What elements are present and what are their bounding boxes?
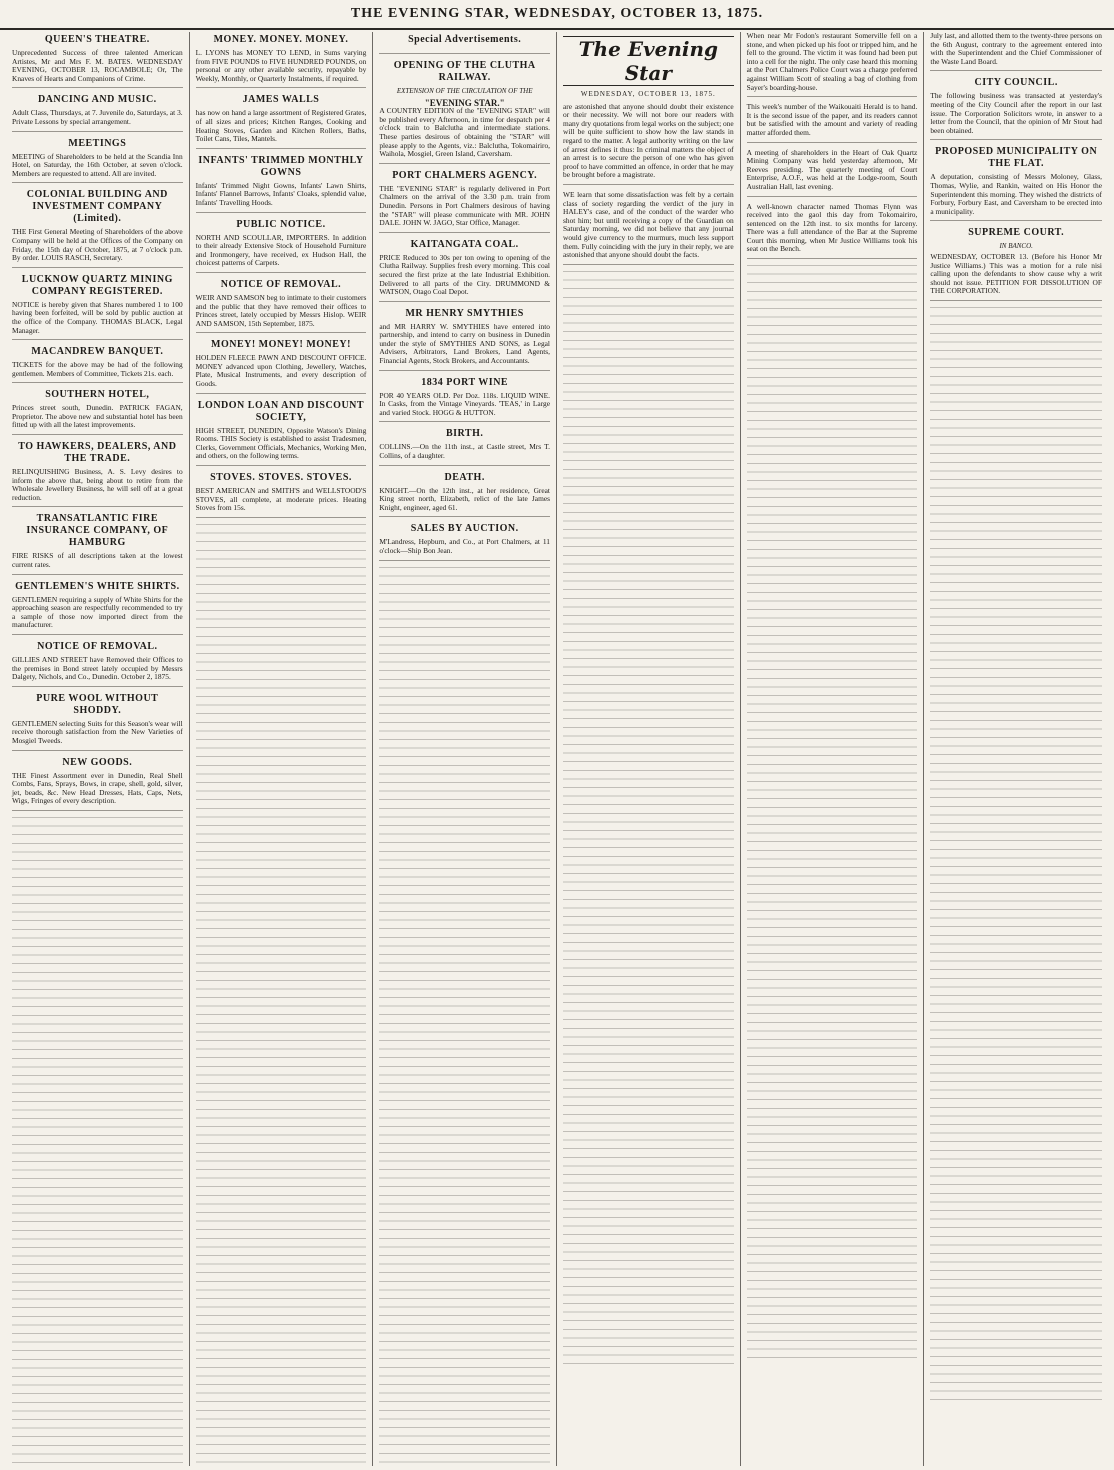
article [379,34,550,54]
article-body: THE Finest Assortment ever in Dunedin, Real Shell Combs, Fans, Sprays, Bows, in crape, shell, gold, silver, jet, beads, &c. New Head Dresses, Hats, Caps, Nets, Wigs, Fringes of every description. [12,770,183,806]
article-heading: OPENING OF THE CLUTHA RAILWAY. [393,60,536,83]
article-heading: GENTLEMEN'S WHITE SHIRTS. [15,580,180,592]
article [196,279,367,333]
article-body: BEST AMERICAN and SMITH'S and WELLSTOOD'S STOVES, all complete, at moderate prices. Heating Stoves from 15s. [195,486,367,513]
article [196,339,367,393]
article-heading: CITY COUNCIL. [974,77,1058,89]
article-heading: BIRTH. [445,428,484,440]
article [196,472,367,518]
article-body: Unprecedented Success of three talented American Artistes, Mr and Mrs F. M. BATES. WEDNESDAY EVENING, OCTOBER 13, ROCAMBOLE; Or, The Knaves of Hearts and Companions of Crime. [12,48,183,83]
article-body: NOTICE is hereby given that Shares numbered 1 to 100 having been forfeited, will be sold by public auction at the office of the Company. THOMAS BLACK, Legal Manager. [12,299,183,335]
article-body: M'Landress, Hepburn, and Co., at Port Chalmers, at 11 o'clock—Ship Bon Jean. [379,537,550,555]
article-sign: "EVENING STAR." [424,97,505,108]
article-heading: MONEY. MONEY. MONEY. [213,34,349,45]
article-body: and MR HARRY W. SMYTHIES have entered into partnership, and intend to carry on business in Dunedin under the style of SMYTHIES AND SONS, as Legal Advisers, Arbitrators, Land Brokers, Land Agents, Financial Agents, Stock Brokers, and Accountants. [379,321,550,366]
article-body: GENTLEMEN selecting Suits for this Season's wear will receive thorough satisfaction from the New Varieties of Mosgiel Tweeds. [12,718,183,745]
article-heading: KAITANGATA COAL. [410,238,519,250]
article-heading: SOUTHERN HOTEL, [45,389,150,401]
article-body: Adult Class, Thursdays, at 7. Juvenile do, Saturdays, at 3. Private Lessons by special arrangement. [12,108,183,126]
article-heading: DEATH. [444,471,485,483]
column-1 [6,32,190,1466]
column-text-lines [563,271,734,1371]
article-body: HOLDEN FLEECE PAWN AND DISCOUNT OFFICE. MONEY advanced upon Clothing, Jewellery, Watches, Plate, Musical Instruments, and every description of Goods. [195,353,367,389]
article [12,389,183,435]
article [196,400,367,466]
article-heading: NOTICE OF REMOVAL. [220,278,342,290]
article [12,189,183,267]
article-body: L. LYONS has MONEY TO LEND, in Sums varying from FIVE POUNDS to FIVE HUNDRED POUNDS, on personal or any other available security, repayable by Weekly, Monthly, or Quarterly Instalments, if required. [195,48,367,83]
article [196,219,367,273]
article-body: July last, and allotted them to the twenty-three persons on the 6th August, contrary to the agreement entered into with the Superintendent and the Chief Commissioner of the Waste Land Board. [930,32,1102,66]
article-heading: PURE WOOL WITHOUT SHODDY. [36,692,159,716]
article-heading: DANCING AND MUSIC. [37,94,157,106]
article-heading: PUBLIC NOTICE. [236,218,326,230]
article-heading: JAMES WALLS [242,94,320,106]
article [563,103,734,185]
article-heading: MR HENRY SMYTHIES [405,307,524,319]
article [12,441,183,507]
article [12,34,183,88]
column-text-lines [12,817,183,1466]
article-body: A COUNTRY EDITION of the "EVENING STAR" will be published every Afternoon, in time for despatch per 4 o'clock train to Balclutha and intermediate stations. These parties desirous of obtaining the "STAR" will please apply to the Agents, viz.: Balclutha, Tokomairiro, Waihola, Mosgiel, Green Island, Caversham. [379,106,550,159]
column-4 [557,32,741,1466]
article-body: are astonished that anyone should doubt their existence or their necessity. We will not bore our readers with many dry quotations from legal works on the subject; one will be quite sufficient to show how the law stands in regard to the matter. A legal authority writing on the law of arrest defines it thus: In criminal matters the object of an arrest is to secure the person of one who has given proof to have committed an offence, in order that he may be brought before a magistrate. [563,101,734,180]
article-body: NORTH AND SCOULLAR, IMPORTERS. In addition to their already Extensive Stock of Household Furniture and Ironmongery, have received, ex Hudson Hall, the choicest patterns of Carpets. [195,232,367,268]
article-body: PRICE Reduced to 30s per ton owing to opening of the Clutha Railway. Supplies fresh every morning. This coal secured the first prize at the late Industrial Exhibition. Delivered to all parts of the City. DRUMMOND & WATSON, Otago Coal Depot. [379,252,550,297]
column-text-lines [196,524,367,1466]
article-body: GENTLEMEN requiring a supply of White Shirts for the approaching season are respectfully recommended to try a sample of those now imported direct from the manufacturer. [12,594,183,630]
article [930,32,1102,71]
column-2 [190,32,374,1466]
article-body: RELINQUISHING Business, A. S. Levy desires to inform the above that, being about to retire from the Wholesale Jewellery Business, he will sell off at a great reduction. [12,467,183,502]
article-body: Princes street south, Dunedin. PATRICK FAGAN, Proprietor. The above new and substantial hotel has been fitted up with all the latest improvements. [12,403,183,430]
article [930,146,1102,221]
article-heading: SUPREME COURT. [968,227,1065,239]
article-heading: PROPOSED MUNICIPALITY ON THE FLAT. [935,146,1098,170]
article [12,513,183,574]
article-heading: NOTICE OF REMOVAL. [37,641,158,652]
article [12,581,183,635]
article-body: WEIR AND SAMSON beg to intimate to their customers and the public that they have removed their offices to Princes street, lately occupied by Messrs Hislop. WEIR AND SAMSON, 15th September, 1875. [195,292,367,328]
article-heading: INFANTS' TRIMMED MONTHLY GOWNS [198,154,364,178]
editorial-title: The Evening Star [563,36,734,86]
article-heading: Special Advertisements. [408,34,522,45]
article-body: THE "EVENING STAR" is regularly delivered in Port Chalmers on the arrival of the 3.30 p.m. train from Dunedin. Persons in Port Chalmers desirous of having the "STAR" will please communicate with MR. JOHN DALE. JOHN W. JAGO, Star Office, Manager. [379,183,550,228]
editorial-dateline: WEDNESDAY, OCTOBER 13, 1875. [580,90,716,98]
column-text-lines [379,567,550,1466]
article [379,428,550,465]
article [379,239,550,302]
article-body: HIGH STREET, DUNEDIN, Opposite Watson's Dining Rooms. THIS Society is established to assist Tradesmen, Clerks, Government Officials, Mechanics, Working Men, and others, on the following terms. [195,425,367,461]
column-5 [741,32,925,1466]
article [379,60,550,164]
article-heading: COLONIAL BUILDING AND INVESTMENT COMPANY (Limited). [26,189,168,225]
article [379,308,550,371]
article [196,34,367,88]
article-heading: LUCKNOW QUARTZ MINING COMPANY REGISTERED. [21,273,173,297]
article [12,346,183,383]
masthead: THE EVENING STAR, WEDNESDAY, OCTOBER 13, 1875. [0,0,1114,30]
article [747,32,918,97]
article-body: FIRE RISKS of all descriptions taken at the lowest current rates. [12,551,183,570]
article [196,155,367,213]
article-heading: QUEEN'S THEATRE. [44,34,150,45]
article [12,757,183,811]
column-6 [924,32,1108,1466]
article-body: A well-known character named Thomas Flynn was received into the gaol this day from Tokomairiro, sentenced on the 12th inst. to six months for larceny. There was a full attendance of the Bar at the Supreme Court this morning, when Mr Justice Williams took his seat on the Bench. [746,201,918,254]
article-body: GILLIES AND STREET have Removed their Offices to the premises in Bond street lately occupied by Messrs Dalgety, Nichols, and Co., Dunedin. October 2, 1875. [12,655,183,682]
article-heading: 1834 PORT WINE [421,376,509,388]
article-heading: MACANDREW BANQUET. [31,346,164,358]
article [379,523,550,560]
article-heading: NEW GOODS. [62,756,133,768]
article-heading: LONDON LOAN AND DISCOUNT SOCIETY, [197,399,365,423]
article-body: WE learn that some dissatisfaction was felt by a certain class of society regarding the verdict of the jury in HALEY's case, and of the conduct of the warder who shot him; but until receiving a copy of the Guardian on Saturday morning, we did not believe that any journal would give currency to the murmurs, much less support them. Fully coinciding with the jury in their reply, we are astonished that anyone should doubt the facts. [563,189,734,260]
columns-container [6,32,1108,1466]
article-body: POR 40 YEARS OLD. Per Doz. 118s. LIQUID WINE. In Casks, from the Vintage Vineyards. 'TEAS,' in Large and varied Stock. HOGG & HUTTON. [379,390,550,417]
article [747,149,918,197]
article [12,138,183,184]
article-heading: SALES BY AUCTION. [410,523,519,535]
article-subheading: IN BANCO. [999,242,1033,251]
article [379,472,550,518]
article-body: A deputation, consisting of Messrs Moloney, Glass, Thomas, Wylie, and Rankin, waited on His Honor the Superintendent this morning. They wished the districts of Forbury, Forbury East, and Caversham to be erected into a municipality. [930,172,1102,216]
article-body: MEETING of Shareholders to be held at the Scandia Inn Hotel, on Saturday, the 16th October, at seven o'clock. Members are requested to attend. All are invited. [12,151,183,178]
article-body: KNIGHT.—On the 12th inst., at her residence, Great King street north, Elizabeth, relict of the late James Knight, engineer, aged 61. [379,485,550,512]
article [12,94,183,131]
article-body: Infants' Trimmed Night Gowns, Infants' Lawn Shirts, Infants' Flannel Barrows, Infants' Cloaks, splendid value, Infants' Travelling Hoods. [195,180,367,207]
article-body: WEDNESDAY, OCTOBER 13. (Before his Honor Mr Justice Williams.) This was a motion for a rule nisi calling upon the defendants to show cause why a writ should not issue. PETITION FOR DISSOLUTION OF THE CORPORATION. [930,251,1102,296]
article [747,203,918,260]
article-heading: PORT CHALMERS AGENCY. [392,169,538,181]
article-body: has now on hand a large assortment of Registered Grates, of all sizes and prices; Kitchen Ranges, Cooking and Heating Stoves, Garden and Kitchen Rollers, Baths, Toilet Cans, Tiles, Mantels. [195,108,367,144]
article [747,103,918,142]
column-text-lines [930,307,1102,1407]
article-heading: TRANSATLANTIC FIRE INSURANCE COMPANY, OF HAMBURG [26,513,169,549]
article [930,227,1102,301]
article-body: TICKETS for the above may be had of the following gentlemen. Members of Committee, Tickets 21s. each. [12,360,183,378]
article [12,693,183,751]
article-body: When near Mr Fodon's restaurant Somerville fell on a stone, and when picked up his foot or tripped him, and he fell to the ground. The victim it was found had been put into a cell for the night. The only case heard this morning at the Port Chalmers Police Court was a charge preferred against William Scott of stealing a bag of clothing from Sayer's boarding-house. [746,32,918,92]
article-subheading: EXTENSION OF THE CIRCULATION OF THE [396,87,533,95]
article-heading: MONEY! MONEY! MONEY! [211,339,351,351]
article [930,77,1102,140]
article-body: A meeting of shareholders in the Heart of Oak Quartz Mining Company was held yesterday afternoon, Mr Reeves presiding. The quarterly meeting of Court Enterprise, A.O.F., was held at the Lodge-room, South Australian Hall, last evening. [746,147,918,191]
column-3 [373,32,557,1466]
column-text-lines [747,265,918,1365]
article-body: This week's number of the Waikouaiti Herald is to hand. It is the second issue of the paper, and its readers cannot but be satisfied with the amount and variety of reading matter afforded them. [746,102,918,137]
article [12,274,183,340]
article [12,641,183,687]
article-body: The following business was transacted at yesterday's meeting of the City Council after the report in our last issue. The Corporation Solicitors wrote, in answer to a letter from the Council, that the opinion of Mr Stout had been obtained. [930,91,1102,135]
article [379,377,550,423]
article [379,170,550,233]
article-heading: TO HAWKERS, DEALERS, AND THE TRADE. [18,441,177,465]
article [196,94,367,148]
article-body: THE First General Meeting of Shareholders of the above Company will be held at the Offices of the Company on Friday, the 15th day of October, 1875, at 7 o'clock p.m. By order. LOUIS RASCH, Secretary. [12,227,183,263]
article-heading: MEETINGS [68,137,127,149]
article-heading: STOVES. STOVES. STOVES. [210,472,352,484]
article [563,191,734,265]
article-body: COLLINS.—On the 11th inst., at Castle street, Mrs T. Collins, of a daughter. [379,442,550,461]
